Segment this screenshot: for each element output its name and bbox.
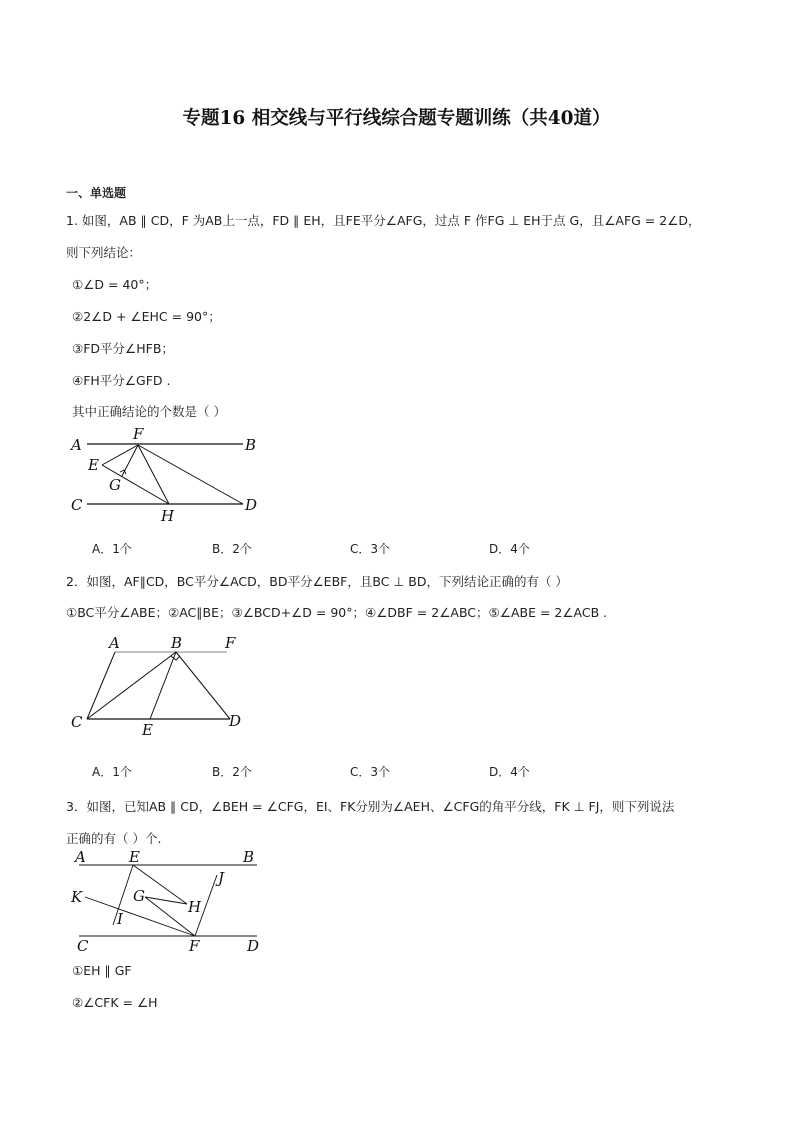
q3-stem-line2: 正确的有（ ）个. [66, 831, 162, 846]
q1-option-a[interactable]: A．1个 [92, 542, 132, 556]
right-angle-mark [171, 656, 180, 660]
q1-question: 其中正确结论的个数是（ ） [72, 404, 226, 419]
label-e: E [129, 848, 140, 866]
label-f: F [189, 937, 200, 955]
label-b: B [245, 436, 257, 454]
q2-statements: ①BC平分∠ABE；②AC∥BE；③∠BCD+∠D = 90°；④∠DBF = 2∠ABC；⑤∠ABE = 2∠ACB . [66, 605, 608, 620]
q1-option-b[interactable]: B．2个 [212, 542, 252, 556]
label-g: G [133, 887, 145, 905]
label-c: C [71, 496, 83, 514]
label-d: D [229, 712, 242, 730]
q2-option-d[interactable]: D．4个 [489, 765, 530, 779]
label-i: I [117, 910, 123, 928]
page-title: 专题16 相交线与平行线综合题专题训练（共40道） [182, 108, 611, 129]
q3-figure [65, 845, 265, 957]
segment-gh [145, 897, 187, 904]
q2-option-a[interactable]: A．1个 [92, 765, 132, 779]
q3-stem-line1: 3．如图，已知AB ∥ CD，∠BEH = ∠CFG，EI、FK分别为∠AEH、∠CFG的角平分线，FK ⊥ FJ，则下列说法 [66, 799, 675, 814]
q2-option-b[interactable]: B．2个 [212, 765, 252, 779]
label-d: D [245, 496, 258, 514]
label-e: E [142, 721, 153, 739]
label-h: H [161, 507, 175, 525]
label-j: J [218, 869, 225, 887]
segment-ei [113, 865, 133, 925]
q2-stem: 2．如图，AF∥CD，BC平分∠ACD，BD平分∠EBF，且BC ⊥ BD，下列结论正确的有（ ） [66, 574, 568, 589]
q1-option-d[interactable]: D．4个 [489, 542, 530, 556]
label-k: K [71, 888, 83, 906]
label-g: G [109, 476, 121, 494]
q2-option-c[interactable]: C．3个 [350, 765, 391, 779]
label-f: F [225, 634, 236, 652]
q1-statement-3: ③FD平分∠HFB； [72, 341, 174, 356]
label-a: A [71, 436, 82, 454]
label-a: A [75, 848, 86, 866]
q1-statement-2: ②2∠D + ∠EHC = 90°； [72, 309, 221, 324]
q3-statement-1: ①EH ∥ GF [72, 963, 132, 978]
label-a: A [109, 634, 120, 652]
label-c: C [71, 713, 83, 731]
q1-stem-line2: 则下列结论： [66, 245, 142, 260]
q1-stem-line1: 1. 如图，AB ∥ CD，F 为AB上一点，FD ∥ EH，且FE平分∠AFG，过点 F 作FG ⊥ EH于点 G，且∠AFG = 2∠D， [66, 213, 701, 228]
q2-figure [65, 630, 265, 742]
q1-figure [65, 420, 265, 525]
label-b: B [171, 634, 183, 652]
label-d: D [247, 937, 260, 955]
q1-option-c[interactable]: C．3个 [350, 542, 391, 556]
segment-bd [176, 652, 230, 719]
label-e: E [88, 456, 99, 474]
label-h: H [188, 898, 202, 916]
q3-statement-2: ②∠CFK = ∠H [72, 995, 158, 1010]
label-f: F [133, 425, 144, 443]
section-heading: 一、单选题 [66, 186, 127, 200]
label-c: C [77, 937, 89, 955]
q1-statement-4: ④FH平分∠GFD . [72, 373, 171, 388]
label-b: B [243, 848, 255, 866]
q1-statement-1: ①∠D = 40°； [72, 277, 158, 292]
